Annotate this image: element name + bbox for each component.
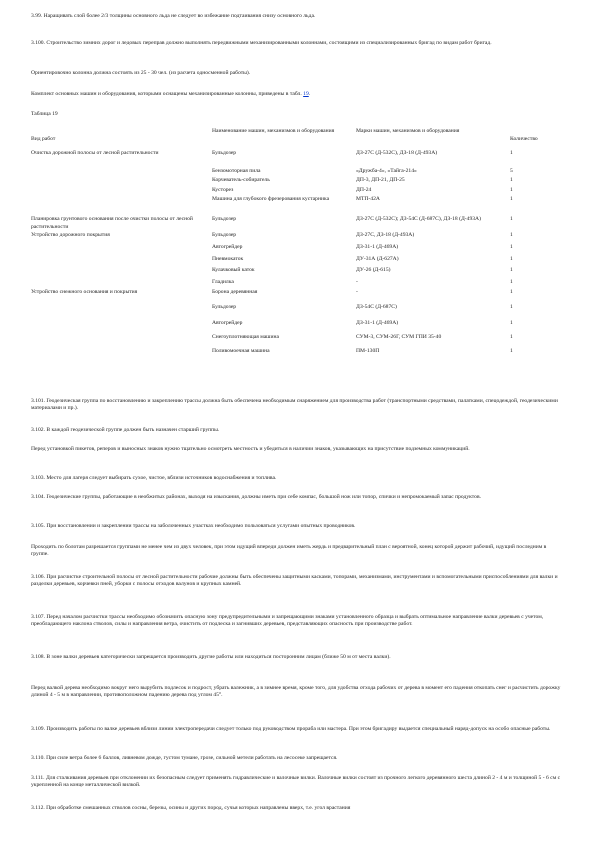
table-row xyxy=(31,348,566,358)
paragraph-column-size: Ориентировочно колонна должна состоять из 25 - 30 чел. (из расчета односменной работы). xyxy=(31,70,251,76)
equipment-table xyxy=(31,128,566,357)
row-machine-brand: ДЗ-54С (Д-687С) xyxy=(356,303,397,310)
paragraph-3-100: 3.100. Строительство зимних дорог и ледовых переправ должно выполнять передвижными механизированными колоннами, состоящими из специализированных бригад по видам работ бригад. xyxy=(31,40,492,46)
paragraph-3-112: 3.112. При обработке смешанных стволов сосны, березы, осины и других пород, сучья которых направлены вверх, т.е. угол врастания xyxy=(31,805,351,811)
row-machine-name: Снегоуплотняющая машина xyxy=(212,334,279,341)
row-quantity: 1 xyxy=(510,267,513,274)
table-row xyxy=(31,232,566,242)
table-row xyxy=(31,177,566,187)
row-machine-brand: ДУ-31А (Д-627А) xyxy=(356,255,399,262)
row-work-type: Очистка дорожной полосы от лесной растительности xyxy=(31,150,159,156)
row-machine-name: Бульдозер xyxy=(212,150,237,156)
row-machine-name: Машина для глубокого фрезерования кустарника xyxy=(212,196,330,203)
header-quantity: Количество xyxy=(510,136,538,142)
table-header-row xyxy=(31,128,566,150)
table-row xyxy=(31,244,566,254)
row-machine-name: Пневмокаток xyxy=(212,255,244,262)
row-machine-brand: ДЗ-27С (Д-532С); ДЗ-54С (Д-687С), ДЗ-18 (Д-493А) xyxy=(356,216,481,223)
paragraph-equipment-ref xyxy=(31,91,561,98)
row-quantity: 1 xyxy=(510,303,513,310)
header-machine-name: Наименование машин, механизмов и оборудования xyxy=(212,128,335,134)
row-quantity: 5 xyxy=(510,167,513,174)
row-machine-name: Автогрейдер xyxy=(212,243,243,250)
row-machine-name: Бензомоторная пила xyxy=(212,167,261,174)
table-row xyxy=(31,216,566,232)
table-row xyxy=(31,196,566,212)
paragraph-3-104: 3.104. Геодезические группы, работающие в необжитых районах, выходя на изыскания, должны иметь при себе компас, большой нож или топор, спички и непромокаемый запас продуктов. xyxy=(31,494,482,500)
row-machine-brand: ДЗ-27С (Д-532С), ДЗ-18 (Д-493А) xyxy=(356,150,438,156)
paragraph-felling: Перед валкой дерева необходимо вокруг него вырубить подлесок и подрост, убрать валежник, а в зимнее время, кроме того, для удобства отхода рабочих от дерева в момент его падения откопать снег и расчистить дорожку длиной 4 - 5 м в направлении, противоположном падению дерева под углом 45°. xyxy=(31,685,561,699)
table-caption: Таблица 19 xyxy=(31,111,58,117)
table-row xyxy=(31,289,566,299)
header-machine-brand: Марки машин, механизмов и оборудования xyxy=(356,128,460,134)
row-quantity: 1 xyxy=(510,196,513,203)
row-machine-name: Корчеватель-собиратель xyxy=(212,177,270,184)
row-machine-name: Автогрейдер xyxy=(212,319,243,326)
row-quantity: 1 xyxy=(510,243,513,250)
paragraph-3-105: 3.105. При восстановлении и закреплении трассы на заболоченных участках необходимо пользоваться услугами опытных проводников. xyxy=(31,523,356,529)
row-machine-brand: - xyxy=(356,289,358,296)
row-machine-name: Борона деревянная xyxy=(212,289,258,296)
row-work-type: Планировка грунтового основания после очистки полосы от лесной растительности xyxy=(31,216,193,230)
paragraph-3-109: 3.109. Производить работы по валке деревьев вблизи линии электропередачи следует только под руководством прораба или мастера. При этом бригадиру выдается специальный наряд-допуск на особо опасные работы. xyxy=(31,726,551,732)
row-machine-brand: ДУ-26 (Д-615) xyxy=(356,267,391,274)
row-machine-name: Бульдозер xyxy=(212,216,237,223)
table-row xyxy=(31,304,566,314)
table-row xyxy=(31,267,566,277)
equipment-ref-text: Комплект основных машин и оборудования, которыми оснащены механизированные колонны, приведены в табл. xyxy=(31,91,302,97)
row-machine-name: Кусторез xyxy=(212,186,234,193)
paragraph-3-102: 3.102. В каждой геодезической группе должен быть назначен старший группы. xyxy=(31,427,220,433)
row-quantity: 1 xyxy=(510,278,513,285)
row-quantity: 1 xyxy=(510,334,513,341)
paragraph-3-106: 3.106. При расчистке строительной полосы от лесной растительности рабочие должны быть обеспечены защитными касками, топорами, механизмами, инструментами и вспомогательными приспособлениями для валки и разделки деревьев, корчевки пней, уборки с полосы отходов валунов и крупных камней. xyxy=(31,574,558,588)
table-19-link[interactable]: 19 xyxy=(303,91,309,97)
row-machine-brand: ДП-24 xyxy=(356,186,372,193)
row-machine-brand: МТП-42А xyxy=(356,196,380,203)
row-machine-brand: ДЗ-31-1 (Д-469А) xyxy=(356,319,399,326)
row-quantity: 1 xyxy=(510,177,513,184)
row-quantity: 1 xyxy=(510,255,513,262)
row-quantity: 1 xyxy=(510,347,513,354)
row-quantity: 1 xyxy=(510,319,513,326)
table-row xyxy=(31,187,566,197)
row-machine-name: Поливомоечная машина xyxy=(212,347,270,354)
paragraph-3-99: 3.99. Наращивать слой более 2/3 толщины основного льда не следует во избежание подтаивания снизу основного льда. xyxy=(31,13,316,19)
row-machine-brand: ПМ-130П xyxy=(356,347,380,354)
row-work-type: Устройство дорожного покрытия xyxy=(31,232,110,239)
table-row xyxy=(31,256,566,266)
row-work-type: Устройство снежного основания и покрытия xyxy=(31,289,138,296)
paragraph-3-110: 3.110. При силе ветра более 6 баллов, ливневом дожде, густом тумане, грозе, сильной метели работать на лесосеке запрещается. xyxy=(31,755,338,761)
paragraph-swamps: Проходить по болотам разрешается группами не менее чем из двух человек, при этом идущий впереди должен иметь жердь и предварительный план с вероятной, конец которой держит рабочий, идущий последним в группе. xyxy=(31,544,547,558)
row-machine-brand: ДП-3, ДП-21, ДП-25 xyxy=(356,177,405,184)
row-machine-name: Гладилка xyxy=(212,278,234,285)
paragraph-3-101: 3.101. Геодезическая группа по восстановлению и закреплению трассы должна быть обеспечена необходимым снаряжением для производства работ (транспортными средствами, палатками, спецодеждой, геодезическими материалами и пр.). xyxy=(31,398,558,412)
table-row xyxy=(31,279,566,289)
table-row xyxy=(31,168,566,178)
row-machine-brand: СУМ-3, СУМ-26Г, СУМ ГПИ 35-40 xyxy=(356,334,442,341)
table-row xyxy=(31,150,566,160)
paragraph-3-111: 3.111. Для сталкивания деревьев при отклонении их безопасным следует применять гидравлические и валочные вилки. Валочные вилки состоят из прочного легкого деревянного шеста длиной 2 - 4 м и толщиной 5 - 6 см с укрепленной на конце металлической вилкой. xyxy=(31,775,561,789)
paragraph-3-107: 3.107. Перед началом расчистки трассы необходимо обозначить опасную зону предупредительными и запрещающими знаками установленного образца и выбрать оптимальное направление валки деревьев с учетом, преобладающего наклона стволов, силы и направления ветра, очистить от подлеска и загнивших деревьев, представляющих опасность при производстве работ. xyxy=(31,614,544,628)
paragraph-markers: Перед установкой пикетов, реперов и выносных знаков нужно тщательно осмотреть местность и убедиться в наличии знаков, указывающих на присутствие подземных коммуникаций. xyxy=(31,446,470,452)
row-quantity: 1 xyxy=(510,232,513,239)
row-machine-brand: «Дружба-4», «Тайга-214» xyxy=(356,167,417,174)
table-row xyxy=(31,334,566,344)
paragraph-3-108: 3.108. В зоне валки деревьев категорически запрещается производить другие работы или находиться посторонним лицам (ближе 50 м от места валки). xyxy=(31,654,391,660)
row-machine-brand: - xyxy=(356,278,358,285)
row-machine-brand: ДЗ-27С, ДЗ-18 (Д-493А) xyxy=(356,232,415,239)
row-quantity: 1 xyxy=(510,150,513,156)
row-machine-name: Кулачковый каток xyxy=(212,267,255,274)
row-quantity: 1 xyxy=(510,186,513,193)
row-machine-name: Бульдозер xyxy=(212,303,237,310)
row-machine-name: Бульдозер xyxy=(212,232,237,239)
equipment-ref-end: . xyxy=(308,91,311,97)
row-machine-brand: ДЗ-31-1 (Д-469А) xyxy=(356,243,399,250)
table-row xyxy=(31,320,566,330)
header-work-type: Вид работ xyxy=(31,136,56,142)
row-quantity: 1 xyxy=(510,289,513,296)
row-quantity: 1 xyxy=(510,216,513,223)
paragraph-3-103: 3.103. Место для лагеря следует выбирать сухое, чистое, вблизи источников водоснабжения и топлива. xyxy=(31,475,277,481)
